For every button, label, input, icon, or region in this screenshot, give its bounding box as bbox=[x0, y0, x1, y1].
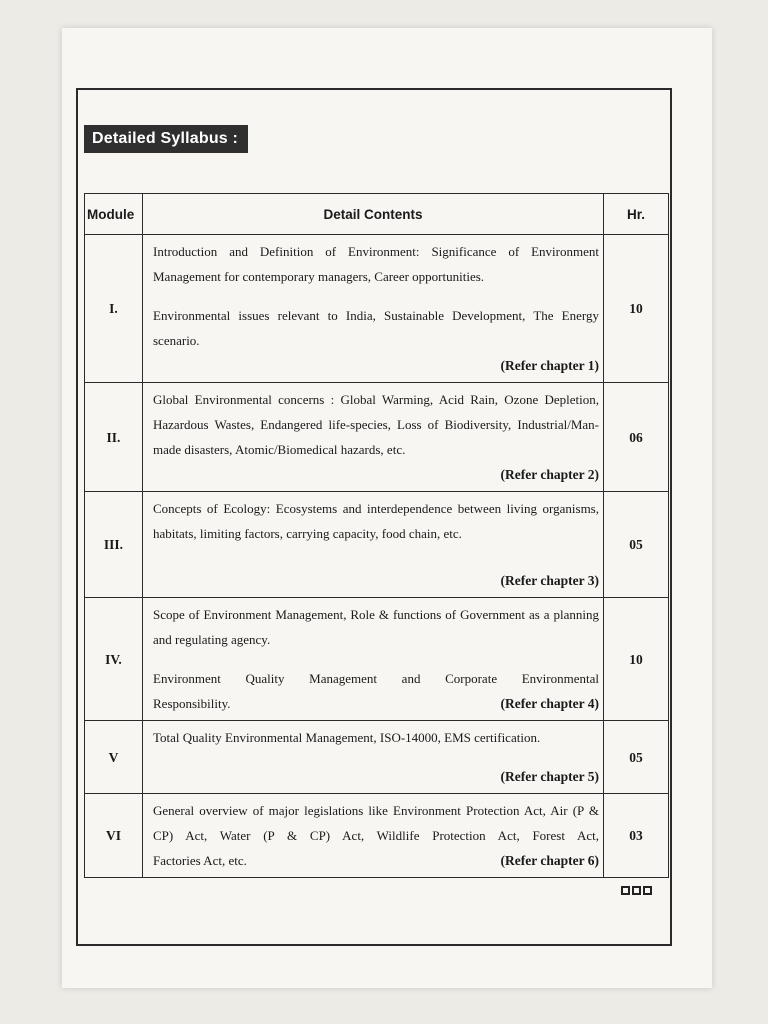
content-paragraph: General overview of major legislations like Environment Protection Act, Air (P & CP) Act, Water (P & CP) Act, Wildlife Protection Act, Forest Act, bbox=[153, 803, 599, 843]
module-hours: 10 bbox=[604, 598, 669, 721]
syllabus-table bbox=[84, 193, 669, 878]
module-number: II. bbox=[85, 383, 143, 492]
column-header-hours: Hr. bbox=[604, 194, 669, 235]
module-number: VI bbox=[85, 794, 143, 878]
module-number: I. bbox=[85, 235, 143, 383]
chapter-reference: (Refer chapter 4) bbox=[500, 696, 599, 711]
module-contents bbox=[143, 721, 604, 794]
section-heading: Detailed Syllabus : bbox=[84, 125, 248, 153]
chapter-reference: (Refer chapter 6) bbox=[500, 853, 599, 868]
module-contents bbox=[143, 794, 604, 878]
table-header-row bbox=[85, 194, 669, 235]
content-paragraph: Global Environmental concerns : Global Warming, Acid Rain, Ozone Depletion, Hazardous Wastes, Endangered life-species, Loss of Biodiversity, Industrial/Man-made disasters, Atomic/Biomedical hazards, etc. bbox=[153, 392, 599, 457]
end-ornament-icon bbox=[621, 886, 652, 895]
table-row bbox=[85, 235, 669, 383]
chapter-reference: (Refer chapter 3) bbox=[500, 573, 599, 588]
module-hours: 05 bbox=[604, 492, 669, 598]
content-paragraph-end: Factories Act, etc. bbox=[153, 853, 247, 868]
module-number: V bbox=[85, 721, 143, 794]
module-contents bbox=[143, 235, 604, 383]
table-row bbox=[85, 492, 669, 598]
column-header-module: Module bbox=[85, 194, 143, 235]
module-hours: 06 bbox=[604, 383, 669, 492]
module-hours: 05 bbox=[604, 721, 669, 794]
table-row bbox=[85, 794, 669, 878]
table-row bbox=[85, 598, 669, 721]
content-paragraph: Total Quality Environmental Management, ISO-14000, EMS certification. bbox=[153, 730, 541, 745]
table-row bbox=[85, 383, 669, 492]
table-row bbox=[85, 721, 669, 794]
module-contents bbox=[143, 598, 604, 721]
content-paragraph: Concepts of Ecology: Ecosystems and interdependence between living organisms, habitats, limiting factors, carrying capacity, food chain, etc. bbox=[153, 501, 599, 541]
module-contents bbox=[143, 383, 604, 492]
module-number: IV. bbox=[85, 598, 143, 721]
chapter-reference: (Refer chapter 2) bbox=[500, 467, 599, 482]
content-paragraph-end: Responsibility. bbox=[153, 696, 231, 711]
module-contents bbox=[143, 492, 604, 598]
content-paragraph: Environment Quality Management and Corporate Environmental bbox=[153, 671, 599, 686]
module-number: III. bbox=[85, 492, 143, 598]
content-paragraph: Introduction and Definition of Environment: Significance of Environment Management for contemporary managers, Career opportunities. bbox=[153, 244, 599, 284]
module-hours: 10 bbox=[604, 235, 669, 383]
column-header-contents: Detail Contents bbox=[143, 194, 604, 235]
content-paragraph: Scope of Environment Management, Role & functions of Government as a planning and regulating agency. bbox=[153, 607, 599, 647]
module-hours: 03 bbox=[604, 794, 669, 878]
content-paragraph: Environmental issues relevant to India, Sustainable Development, The Energy scenario. bbox=[153, 308, 599, 348]
chapter-reference: (Refer chapter 5) bbox=[500, 769, 599, 784]
chapter-reference: (Refer chapter 1) bbox=[500, 358, 599, 373]
